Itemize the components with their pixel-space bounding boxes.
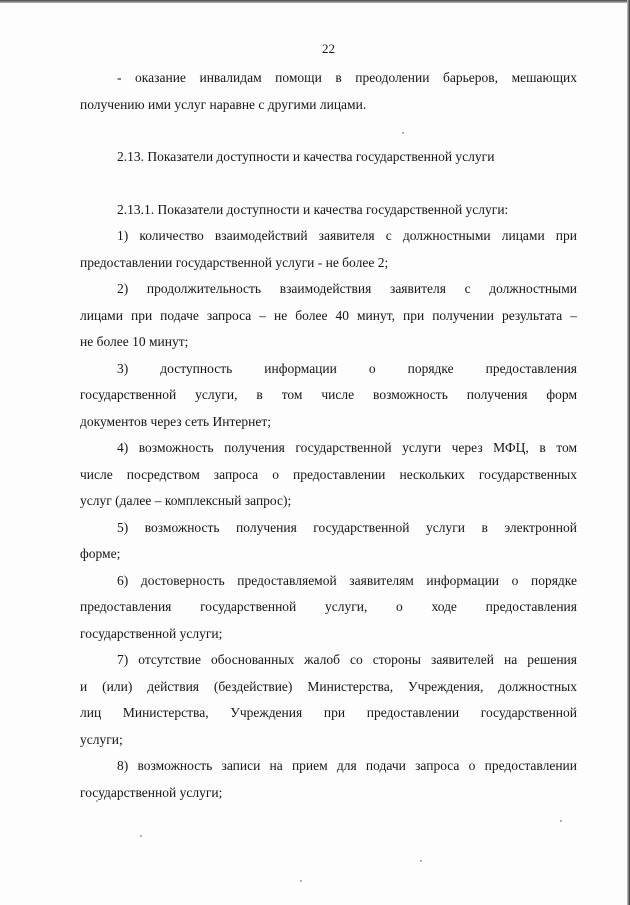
text-line: 3) доступность информации о порядке предоставления [117, 360, 577, 376]
text-line: и (или) действия (бездействие) Министерства, Учреждения, должностных [80, 678, 577, 694]
scan-speck [300, 880, 302, 882]
text-line: 2) продолжительность взаимодействия заявителя с должностными [117, 281, 577, 296]
page-number: 22 [322, 41, 335, 56]
text-line: документов через сеть Интернет; [80, 413, 271, 429]
text-line: 7) отсутствие обоснованных жалоб со стороны заявителей на решения [117, 652, 577, 667]
text-line: предоставления государственной услуги, о ходе предоставления [80, 599, 577, 614]
text-line: лиц Министерства, Учреждения при предоставлении государственной [80, 705, 577, 720]
text-line: услуг (далее – комплексный запрос); [80, 493, 292, 508]
text-line: предоставлении государственной услуги - не более 2; [80, 254, 389, 270]
text-line: 8) возможность записи на прием для подачи запроса о предоставлении [117, 758, 577, 773]
paragraph-intro-bullet [80, 65, 577, 118]
paragraph-item-3 [80, 356, 577, 436]
text-line: 6) достоверность предоставляемой заявителям информации о порядке [117, 572, 577, 588]
text-line: числе посредством запроса о предоставлении нескольких государственных [80, 466, 577, 482]
text-line: не более 10 минут; [80, 334, 189, 349]
paragraph-item-7 [80, 647, 577, 753]
scan-speck [560, 820, 562, 822]
paragraph-item-4 [80, 435, 577, 515]
scan-speck [140, 835, 142, 837]
paragraph-item-2 [80, 276, 577, 356]
text-line: форме; [80, 546, 121, 561]
text-line: государственной услуги; [80, 784, 223, 800]
text-line: государственной услуги, в том числе возможность получения форм [80, 387, 577, 402]
scan-edge-top [0, 0, 630, 3]
text-line: государственной услуги; [80, 625, 223, 641]
scan-speck [402, 132, 404, 134]
text-line: 5) возможность получения государственной услуги в электронной [117, 519, 577, 535]
paragraph-subsection-title [80, 197, 577, 224]
section-heading: 2.13. Показатели доступности и качества государственной услуги [117, 149, 495, 164]
text-line: 4) возможность получения государственной услуги через МФЦ, в том [117, 440, 577, 455]
text-line: - оказание инвалидам помощи в преодолении барьеров, мешающих [117, 70, 577, 85]
paragraph-item-1 [80, 223, 577, 276]
document-page [80, 40, 577, 806]
paragraph-item-6 [80, 568, 577, 648]
text-line: 1) количество взаимодействий заявителя с должностными лицами при [117, 228, 577, 243]
paragraph-item-8 [80, 753, 577, 806]
text-line: лицами при подаче запроса – не более 40 минут, при получении результата – [80, 307, 577, 323]
paragraph-item-5 [80, 515, 577, 568]
text-line: 2.13.1. Показатели доступности и качества государственной услуги: [117, 201, 509, 217]
text-line: услуги; [80, 731, 123, 747]
text-line: получению ими услуг наравне с другими лицами. [80, 96, 367, 112]
scan-speck [420, 860, 422, 862]
scan-speck [96, 800, 98, 802]
